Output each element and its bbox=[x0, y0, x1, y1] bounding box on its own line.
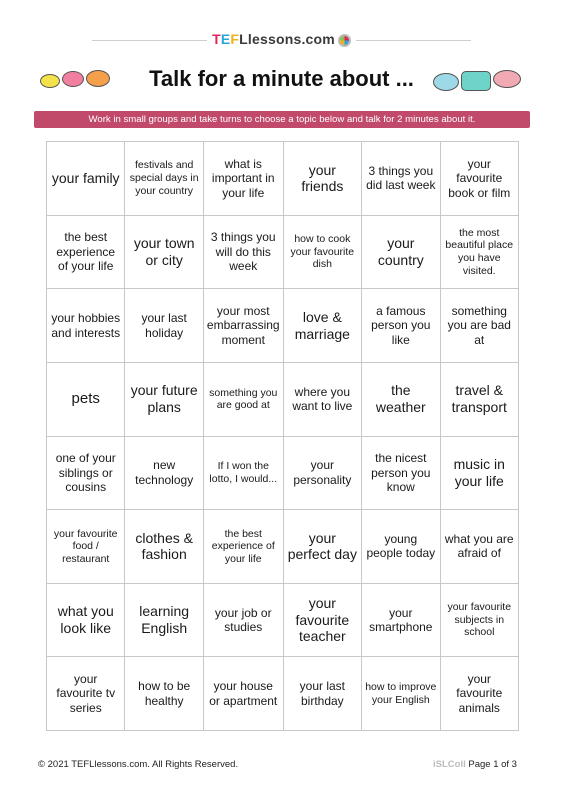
topic-cell: how to cook your favourite dish bbox=[284, 216, 362, 290]
topic-cell: what you look like bbox=[47, 584, 125, 658]
topic-cell: the most beautiful place you have visited. bbox=[441, 216, 519, 290]
topic-cell: how to be healthy bbox=[125, 657, 203, 731]
topic-cell: your town or city bbox=[125, 216, 203, 290]
topic-cell: your favourite animals bbox=[441, 657, 519, 731]
watermark-text: iSLColl bbox=[433, 759, 466, 770]
topic-cell: your hobbies and interests bbox=[47, 289, 125, 363]
topic-cell: one of your siblings or cousins bbox=[47, 437, 125, 511]
topic-cell: your house or apartment bbox=[204, 657, 284, 731]
topic-cell: learning English bbox=[125, 584, 203, 658]
logo-globe-icon bbox=[338, 34, 351, 47]
topic-cell: your favourite food / restaurant bbox=[47, 510, 125, 584]
topic-cell: where you want to live bbox=[284, 363, 362, 437]
brand-letter-t: T bbox=[212, 31, 221, 47]
page-number: Page 1 of 3 bbox=[468, 759, 517, 770]
topic-cell: your personality bbox=[284, 437, 362, 511]
topic-cell: the best experience of your life bbox=[204, 510, 284, 584]
topic-cell: your country bbox=[362, 216, 440, 290]
topic-cell: what you are afraid of bbox=[441, 510, 519, 584]
topic-cell: your last birthday bbox=[284, 657, 362, 731]
topic-cell: clothes & fashion bbox=[125, 510, 203, 584]
page-title: Talk for a minute about ... bbox=[149, 66, 414, 91]
speech-bubbles-right-icon bbox=[433, 68, 528, 96]
topic-cell: 3 things you will do this week bbox=[204, 216, 284, 290]
topic-cell: pets bbox=[47, 363, 125, 437]
topic-cell: new technology bbox=[125, 437, 203, 511]
topic-cell: young people today bbox=[362, 510, 440, 584]
topic-cell: your future plans bbox=[125, 363, 203, 437]
topic-cell: your favourite book or film bbox=[441, 142, 519, 216]
topic-cell: how to improve your English bbox=[362, 657, 440, 731]
topic-cell: your favourite subjects in school bbox=[441, 584, 519, 658]
topic-cell: love & marriage bbox=[284, 289, 362, 363]
topic-cell: the nicest person you know bbox=[362, 437, 440, 511]
topic-cell: If I won the lotto, I would... bbox=[204, 437, 284, 511]
topics-grid bbox=[46, 141, 519, 731]
topic-cell: your favourite teacher bbox=[284, 584, 362, 658]
topic-cell: your job or studies bbox=[204, 584, 284, 658]
topic-cell: something you are bad at bbox=[441, 289, 519, 363]
topic-cell: a famous person you like bbox=[362, 289, 440, 363]
topic-cell: your smartphone bbox=[362, 584, 440, 658]
brand-letter-f: F bbox=[230, 31, 240, 47]
topic-cell: travel & transport bbox=[441, 363, 519, 437]
topic-cell: your most embarrassing moment bbox=[204, 289, 284, 363]
topic-cell: your favourite tv series bbox=[47, 657, 125, 731]
topic-cell: your friends bbox=[284, 142, 362, 216]
topic-cell: the weather bbox=[362, 363, 440, 437]
brand-logo bbox=[0, 31, 563, 47]
topic-cell: festivals and special days in your country bbox=[125, 142, 203, 216]
topic-cell: music in your life bbox=[441, 437, 519, 511]
topic-cell: your last holiday bbox=[125, 289, 203, 363]
topic-cell: 3 things you did last week bbox=[362, 142, 440, 216]
topic-cell: your perfect day bbox=[284, 510, 362, 584]
topic-cell: the best experience of your life bbox=[47, 216, 125, 290]
brand-name-rest: Llessons.com bbox=[239, 31, 335, 47]
topic-cell: something you are good at bbox=[204, 363, 284, 437]
topic-cell: your family bbox=[47, 142, 125, 216]
copyright-text: © 2021 TEFLlessons.com. All Rights Reserved. bbox=[38, 759, 239, 770]
topic-cell: what is important in your life bbox=[204, 142, 284, 216]
page-indicator bbox=[433, 759, 517, 770]
instruction-banner: Work in small groups and take turns to choose a topic below and talk for 2 minutes about it. bbox=[34, 111, 530, 128]
brand-letter-e: E bbox=[220, 31, 231, 47]
